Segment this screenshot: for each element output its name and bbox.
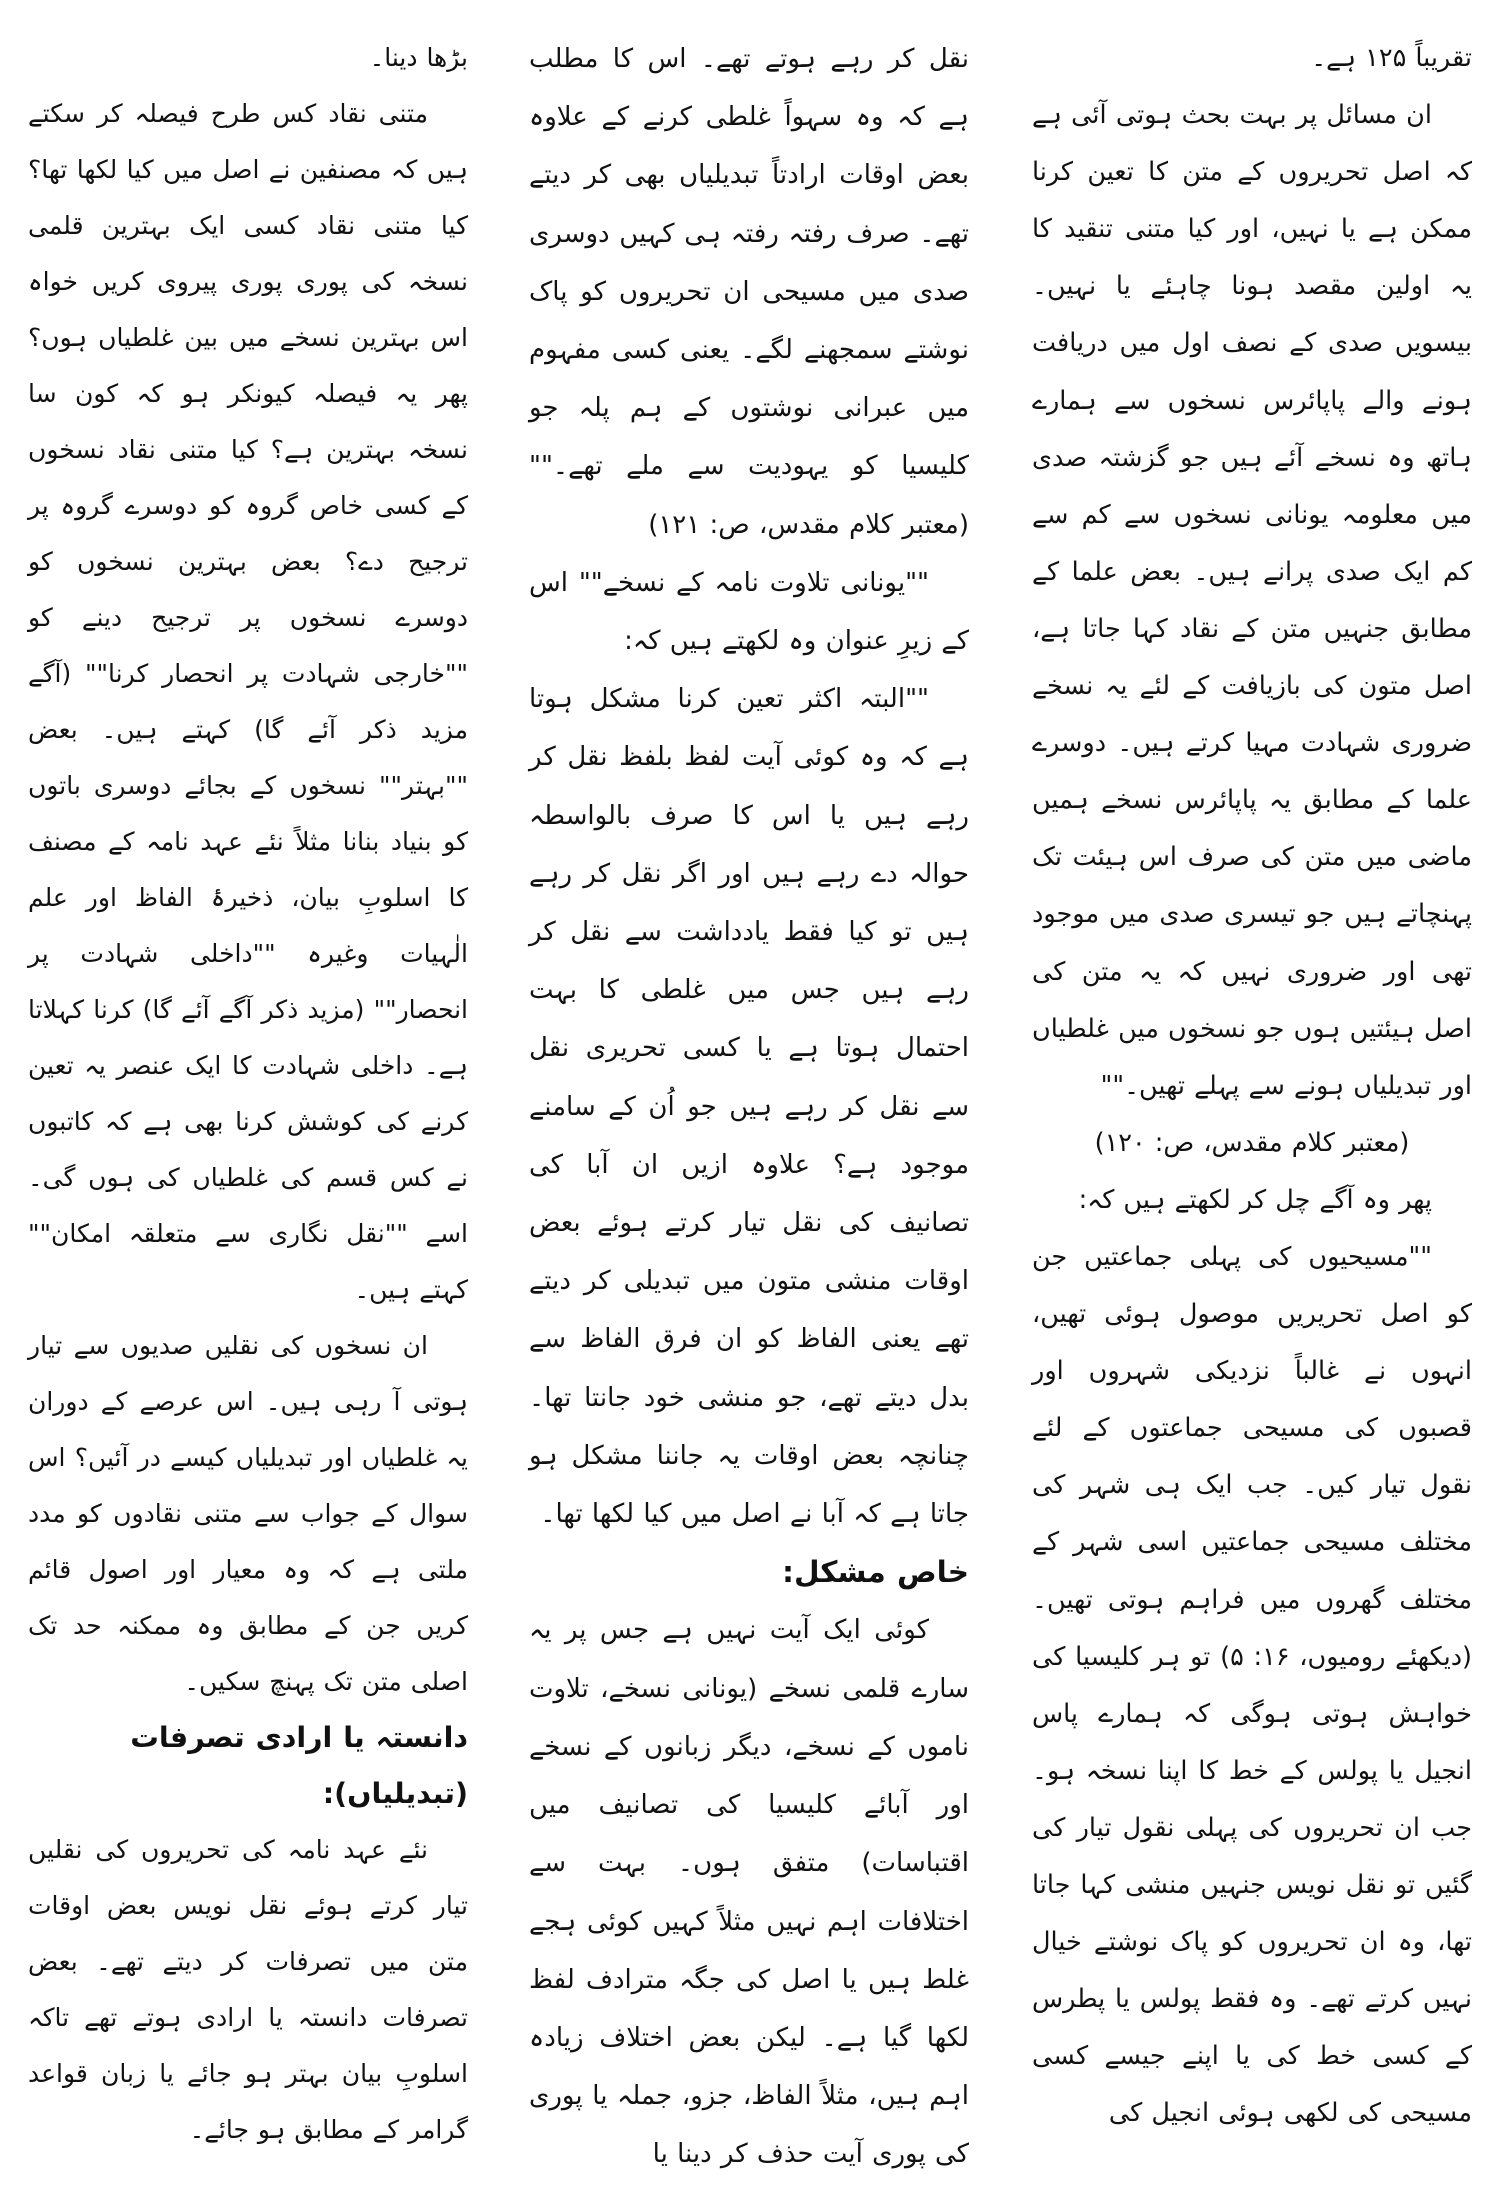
paragraph: ان نسخوں کی نقلیں صدیوں سے تیار ہوتی آ رہی ہیں۔ اس عرصے کے دوران یہ غلطیاں اور تبدیلیاں کیسے در آئیں؟ اس سوال کے جواب سے متنی نقادوں کو مدد ملتی ہے کہ وہ معیار اور اصول قائم کریں جن کے مطابق وہ ممکنہ حد تک اصلی متن تک پہنچ سکیں۔ [28, 1331, 468, 1696]
quote-paragraph: ""البتہ اکثر تعین کرنا مشکل ہوتا ہے کہ وہ کوئی آیت لفظ بلفظ نقل کر رہے ہیں یا اس کا صرف بالواسطہ حوالہ دے رہے ہیں اور اگر نقل کر رہے ہیں تو کیا فقط یادداشت سے نقل کر رہے ہیں جس میں غلطی کا بہت احتمال ہوتا ہے یا کسی تحریری نقل سے نقل کر رہے ہیں جو اُن کے سامنے موجود ہے؟ علاوہ ازیں ان آبا کی تصانیف کی نقل تیار کرتے ہوئے بعض اوقات منشی متون میں تبدیلی کر دیتے تھے یعنی الفاظ کو ان فرق الفاظ سے بدل دیتے تھے، جو منشی خود جانتا تھا۔ چنانچہ بعض اوقات یہ جاننا مشکل ہو جاتا ہے کہ آبا نے اصل میں کیا لکھا تھا۔ [529, 684, 969, 1530]
paragraph: نئے عہد نامہ کی تحریروں کی نقلیں تیار کرتے ہوئے نقل نویس بعض اوقات متن میں تصرفات کر دیتے تھے۔ بعض تصرفات دانستہ یا ارادی ہوتے تھے تاکہ اسلوبِ بیان بہتر ہو جائے یا زبان قواعد گرامر کے مطابق ہو جائے۔ [28, 1835, 468, 2144]
paragraph: بڑھا دینا۔ [369, 43, 468, 72]
column-left [28, 30, 468, 2158]
paragraph: ""یونانی تلاوت نامہ کے نسخے"" اس کے زیرِ عنوان وہ لکھتے ہیں کہ: [529, 567, 969, 657]
column-right [1032, 30, 1472, 2142]
paragraph: نقل کر رہے ہوتے تھے۔ اس کا مطلب ہے کہ وہ سہواً غلطی کرنے کے علاوہ بعض اوقات ارادتاً تبدیلیاں بھی کر دیتے تھے۔ صرف رفتہ رفتہ ہی کہیں دوسری صدی میں مسیحی ان تحریروں کو پاک نوشتے سمجھنے لگے۔ یعنی کسی مفہوم میں عبرانی نوشتوں کے ہم پلہ جو کلیسیا کو یہودیت سے ملے تھے۔"" (معتبر کلام مقدس، ص: ۱۲۱) [529, 44, 969, 540]
quote-paragraph: ""مسیحیوں کی پہلی جماعتیں جن کو اصل تحریریں موصول ہوئی تھیں، انہوں نے غالباً نزدیکی شہروں اور قصبوں کی مسیحی جماعتوں کے لئے نقول تیار کیں۔ جب ایک ہی شہر کی مختلف مسیحی جماعتیں اسی شہر کے مختلف گھروں میں فراہم ہوتی تھیں۔ (دیکھئے رومیوں، ۱۶: ۵) تو ہر کلیسیا کی خواہش ہوتی ہوگی کہ ہمارے پاس انجیل یا پولس کے خط کا اپنا نسخہ ہو۔ جب ان تحریروں کی پہلی نقول تیار کی گئیں تو نقل نویس جنہیں منشی کہا جاتا تھا، وہ ان تحریروں کو پاک نوشتے خیال نہیں کرتے تھے۔ وہ فقط پولس یا پطرس کے کسی خط کی یا اپنے جیسے کسی مسیحی کی لکھی ہوئی انجیل کی [1032, 1241, 1472, 2129]
section-heading: دانستہ یا ارادی تصرفات (تبدیلیاں): [130, 1721, 468, 1810]
paragraph: تقریباً ۱۲۵ ہے۔ [1311, 43, 1472, 73]
paragraph: ان مسائل پر بہت بحث ہوتی آئی ہے کہ اصل تحریروں کے متن کا تعین کرنا ممکن ہے یا نہیں، اور کیا متنی تنقید کا یہ اولین مقصد ہونا چاہئے یا نہیں۔ بیسویں صدی کے نصف اول میں دریافت ہونے والے پاپائرس نسخوں سے ہمارے ہاتھ وہ نسخے آئے ہیں جو گزشتہ صدی میں معلومہ یونانی نسخوں سے کم سے کم ایک صدی پرانے ہیں۔ بعض علما کے مطابق جنہیں متن کے نقاد کہا جاتا ہے، اصل متون کی بازیافت کے لئے یہ نسخے ضروری شہادت مہیا کرتے ہیں۔ دوسرے علما کے مطابق یہ پاپائرس نسخے ہمیں ماضی میں متن کی صرف اس ہیئت تک پہنچاتے ہیں جو تیسری صدی میں موجود تھی اور ضروری نہیں کہ یہ متن کی اصل ہیئتیں ہوں جو نسخوں میں غلطیاں اور تبدیلیاں ہونے سے پہلے تھیں۔"" [1032, 100, 1472, 1101]
paragraph: متنی نقاد کس طرح فیصلہ کر سکتے ہیں کہ مصنفین نے اصل میں کیا لکھا تھا؟ کیا متنی نقاد کسی ایک بہترین قلمی نسخہ کی پوری پوری پیروی کریں خواہ اس بہترین نسخے میں بین غلطیاں ہوں؟ پھر یہ فیصلہ کیونکر ہو کہ کون سا نسخہ بہترین ہے؟ کیا متنی نقاد نسخوں کے کسی خاص گروہ کو دوسرے گروہ پر ترجیح دے؟ بعض بہترین نسخوں کو دوسرے نسخوں پر ترجیح دینے کو ""خارجی شہادت پر انحصار کرنا"" (آگے مزید ذکر آئے گا) کہتے ہیں۔ بعض ""بہتر"" نسخوں کے بجائے دوسری باتوں کو بنیاد بنانا مثلاً نئے عہد نامہ کے مصنف کا اسلوبِ بیان، ذخیرۂ الفاظ اور علم الٰہیات وغیرہ ""داخلی شہادت پر انحصار"" (مزید ذکر آگے آئے گا) کرنا کہلاتا ہے۔ داخلی شہادت کا ایک عنصر یہ تعین کرنے کی کوشش کرنا بھی ہے کہ کاتبوں نے کس قسم کی غلطیاں کی ہوں گی۔ اسے ""نقل نگاری سے متعلقہ امکان"" کہتے ہیں۔ [28, 99, 468, 1304]
citation: (معتبر کلام مقدس، ص: ۱۲۰) [1094, 1127, 1410, 1158]
paragraph: پھر وہ آگے چل کر لکھتے ہیں کہ: [1078, 1184, 1432, 1215]
column-middle [529, 30, 969, 2184]
section-heading: خاص مشکل: [782, 1555, 969, 1590]
paragraph: کوئی ایک آیت نہیں ہے جس پر یہ سارے قلمی نسخے (یونانی نسخے، تلاوت ناموں کے نسخے، دیگر زبانوں کے نسخے اور آبائے کلیسیا کی تصانیف میں اقتباسات) متفق ہوں۔ بہت سے اختلافات اہم نہیں مثلاً کہیں کوئی ہجے غلط ہیں یا اصل کی جگہ مترادف لفظ لکھا گیا ہے۔ لیکن بعض اختلاف زیادہ اہم ہیں، مثلاً الفاظ، جزو، جملہ یا پوری کی پوری آیت حذف کر دینا یا [529, 1615, 969, 2170]
